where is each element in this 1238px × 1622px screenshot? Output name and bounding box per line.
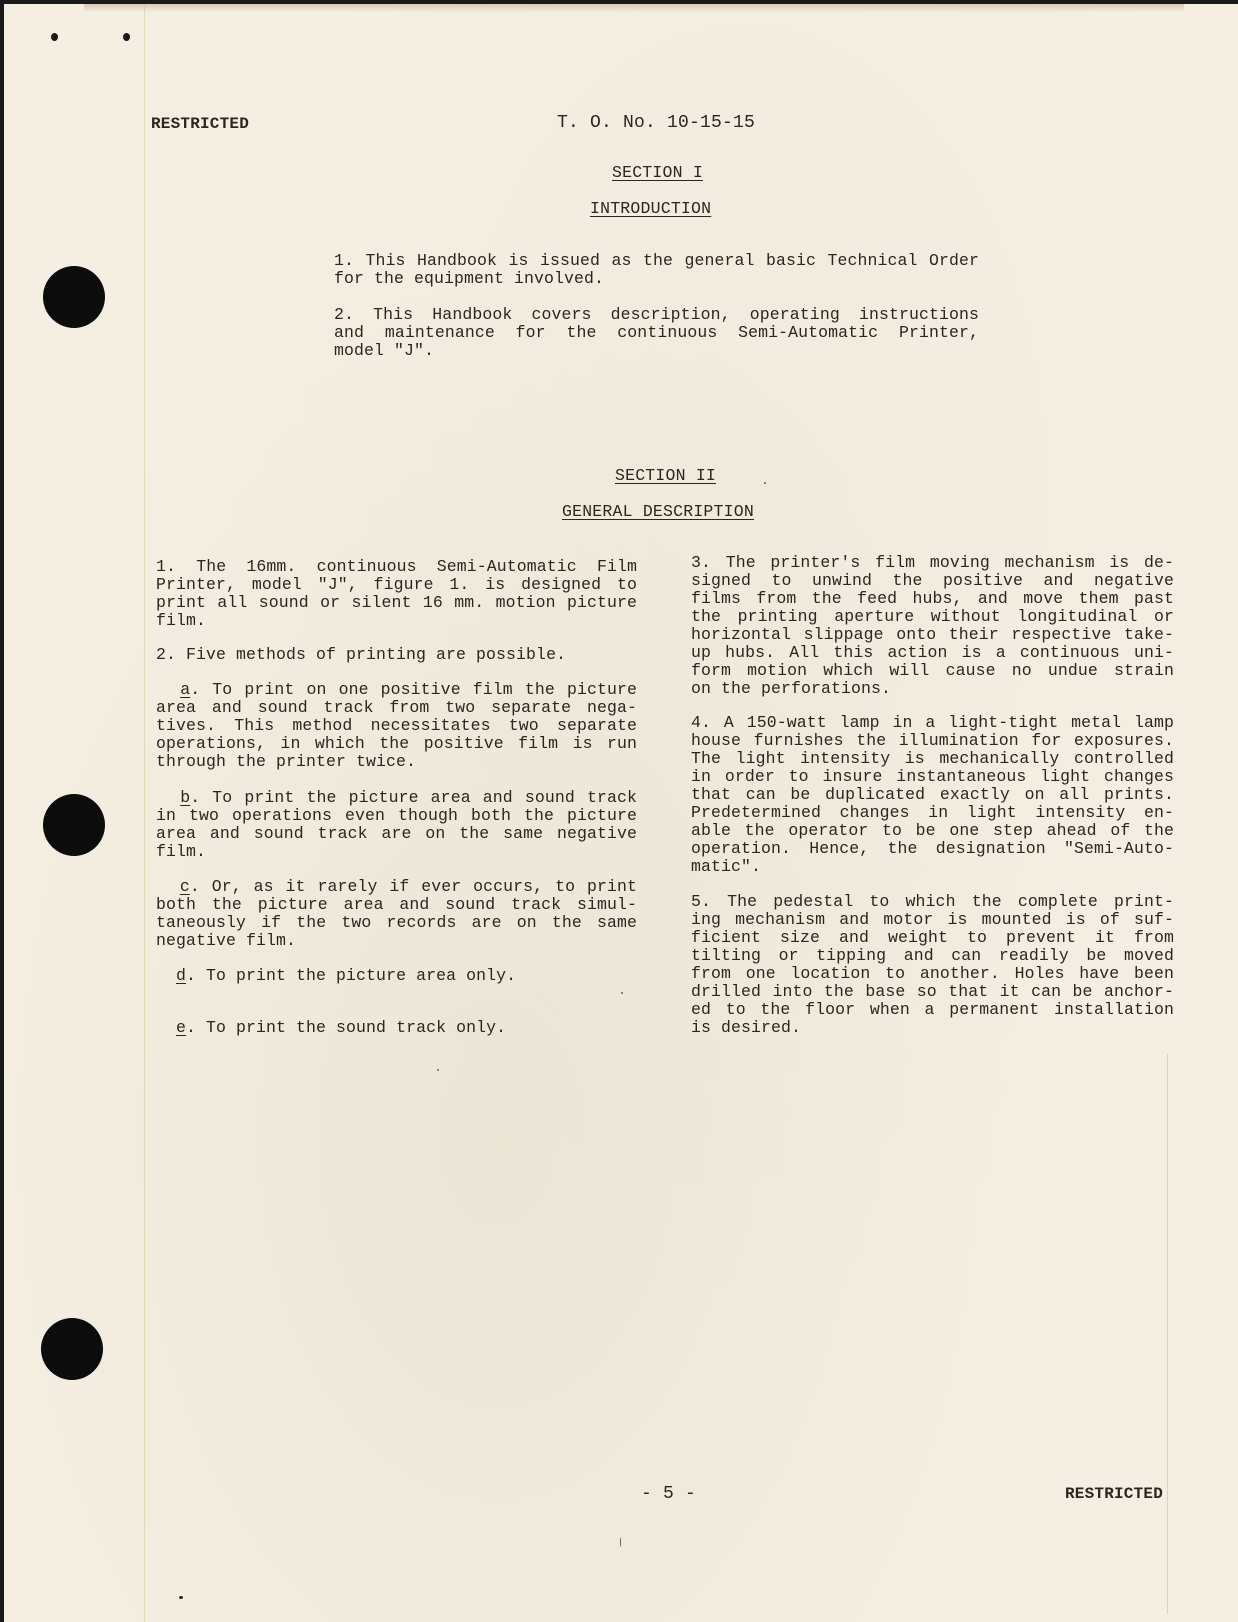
section-1-subtitle: INTRODUCTION — [590, 199, 712, 218]
intro-paragraph-2: 2. This Handbook covers description, operating instructions and maintenance for the continuous Semi-Automatic Printer, model "J". — [334, 305, 979, 360]
method-item-b: b. To print the picture area and sound track in two operations even though both the picture area and sound track are on the same negative film. — [156, 788, 637, 861]
description-paragraph-4: 4. A 150-watt lamp in a light-tight metal lamp house furnishes the illumination for exposures. The light intensity is mechanically controlled in order to insure instantaneous light changes that can be duplicated exactly on all prints. Predetermined changes in light intensity en- able the operator to be one step ahead of the operation. Hence, the designation "Semi-Auto- matic". — [691, 713, 1174, 876]
description-paragraph-2: 2. Five methods of printing are possible. — [156, 645, 567, 664]
description-paragraph-3: 3. The printer's film moving mechanism is de- signed to unwind the positive and negative films from the feed hubs, and move them past the printing aperture without longitudinal or horizontal slippage onto their respective take- up hubs. All this action is a continuous uni- form motion which will cause no undue strain on the perforations. — [691, 553, 1174, 698]
page-number: - 5 - — [641, 1484, 697, 1504]
binder-hole — [41, 1318, 103, 1380]
intro-paragraph-1: 1. This Handbook is issued as the general basic Technical Order for the equipment involved. — [334, 251, 979, 288]
paper-speck — [620, 1537, 621, 1547]
classification-header: RESTRICTED — [151, 115, 250, 133]
pinhole-mark — [51, 33, 58, 41]
margin-crease — [1167, 1054, 1168, 1614]
method-item-d: d. To print the picture area only. — [176, 966, 517, 985]
paper-speck — [764, 482, 766, 484]
paper-speck — [437, 1069, 439, 1071]
description-paragraph-1: 1. The 16mm. continuous Semi-Automatic Film Printer, model "J", figure 1. is designed to print all sound or silent 16 mm. motion picture film. — [156, 557, 637, 630]
item-letter: c — [179, 877, 190, 896]
item-letter: a — [180, 680, 191, 699]
paper-speck — [179, 1596, 183, 1599]
method-item-a: a. To print on one positive film the picture area and sound track from two separate nega- tives. This method necessitates two separate operations, in which the positive film is run through the printer twice. — [156, 680, 637, 771]
binder-hole — [43, 794, 105, 856]
section-2-title: SECTION II — [615, 466, 717, 485]
binder-hole — [43, 266, 105, 328]
margin-crease — [144, 4, 145, 1622]
description-paragraph-5: 5. The pedestal to which the complete print- ing mechanism and motor is mounted is of suf- ficient size and weight to prevent it from tilting or tipping and can readily be moved from one location to another. Holes have been drilled into the base so that it can be anchor- ed to the floor when a permanent installation is desired. — [691, 892, 1174, 1037]
section-1-title: SECTION I — [612, 163, 703, 182]
paper-speck — [621, 992, 623, 994]
technical-order-number: T. O. No. 10-15-15 — [557, 113, 756, 133]
classification-footer: RESTRICTED — [1065, 1485, 1164, 1503]
method-item-c: c. Or, as it rarely if ever occurs, to print both the picture area and sound track simul- taneously if the two records are on the same negative film. — [156, 877, 637, 950]
paper-stain — [84, 4, 1184, 12]
item-letter: e — [176, 1018, 187, 1037]
section-2-subtitle: GENERAL DESCRIPTION — [562, 502, 754, 521]
document-page — [4, 4, 1238, 1622]
method-item-e: e. To print the sound track only. — [176, 1018, 507, 1037]
pinhole-mark — [123, 33, 130, 41]
item-letter: d — [176, 966, 187, 985]
item-letter: b — [180, 788, 191, 807]
